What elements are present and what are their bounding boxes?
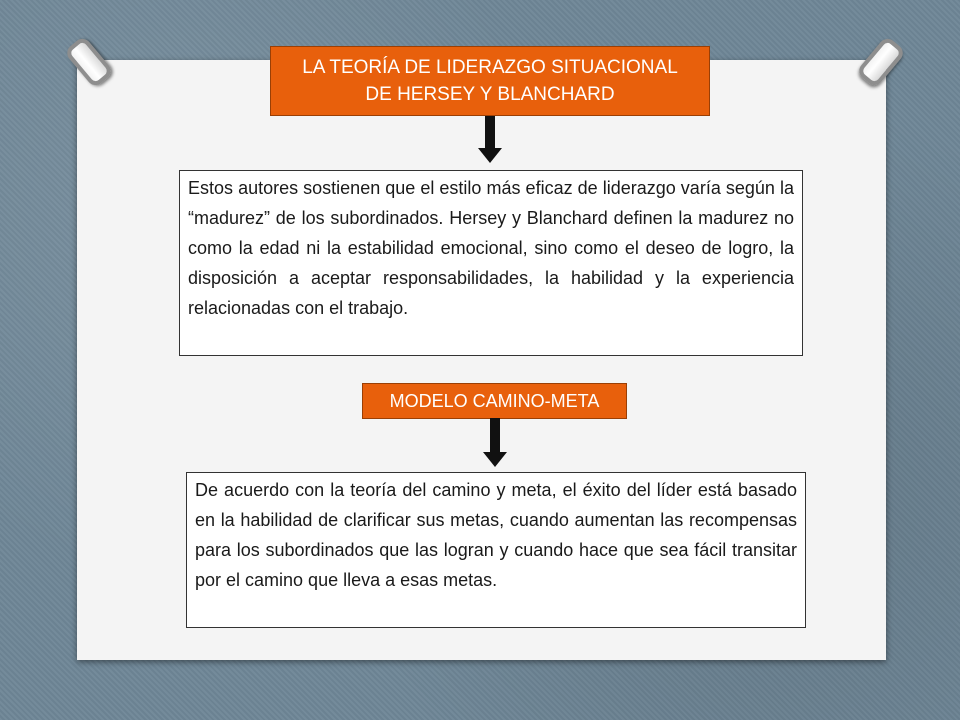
title-line-1: LA TEORÍA DE LIDERAZGO SITUACIONAL [302, 57, 678, 78]
arrow-down-icon [477, 116, 503, 164]
title-line-2: DE HERSEY Y BLANCHARD [365, 84, 615, 105]
path-goal-box: De acuerdo con la teoría del camino y meta, el éxito del líder está basado en la habilidad de clarificar sus metas, cuando aumentan las recompensas para los subordinados que las logran y cuando hace que sea fácil transitar por el camino que lleva a esas metas. [186, 472, 806, 628]
title-box [270, 46, 710, 116]
arrow-down-icon [482, 418, 508, 468]
subtitle-box: MODELO CAMINO-META [362, 383, 627, 419]
definition-box: Estos autores sostienen que el estilo más eficaz de liderazgo varía según la “madurez” de los subordinados. Hersey y Blanchard definen la madurez no como la edad ni la estabilidad emocional, sino como el deseo de logro, la disposición a aceptar responsabilidades, la habilidad y la experiencia relacionadas con el trabajo. [179, 170, 803, 356]
